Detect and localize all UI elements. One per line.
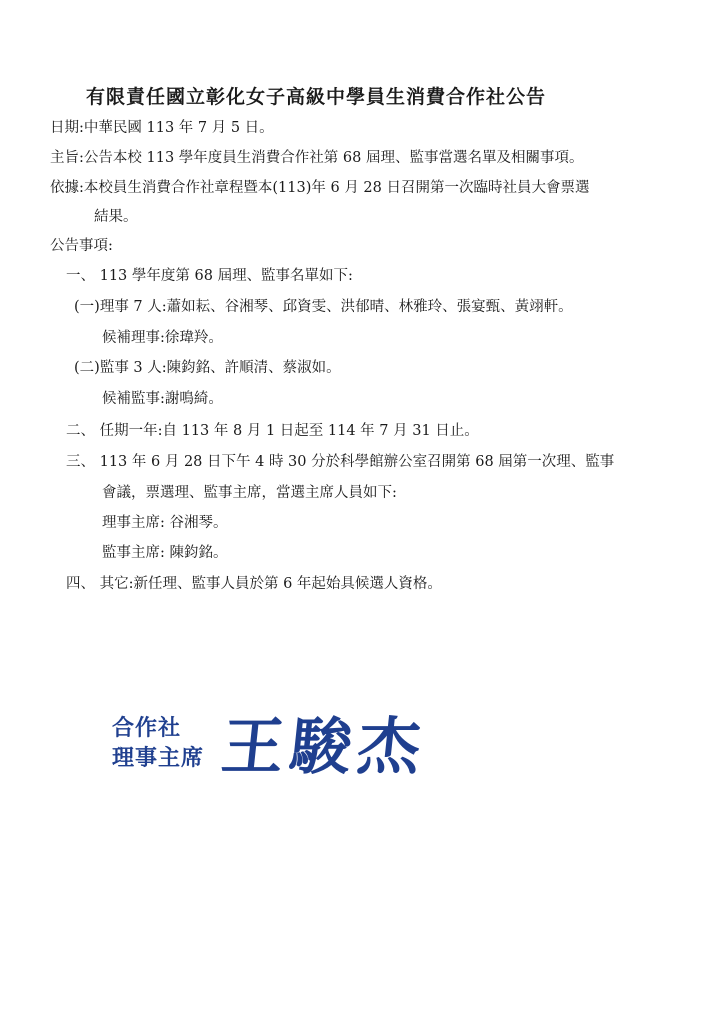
seal-name: 王駿杰 (218, 710, 430, 783)
item-1-supervisors: (二)監事 3 人:陳鈞銘、許順清、蔡淑如。 (74, 360, 341, 376)
item-3-line-2: 會議，票選理、監事主席，當選主席人員如下: (102, 485, 397, 501)
item-1: 一、 113 學年度第 68 屆理、監事名單如下: (66, 268, 353, 284)
basis-line-2: 結果。 (94, 209, 138, 225)
item-3-line-1: 三、 113 年 6 月 28 日下午 4 時 30 分於科學館辦公室召開第 68 屆第一次理、監事 (66, 454, 615, 470)
item-1-alternate-director: 候補理事:徐瑋羚。 (102, 330, 223, 346)
item-2: 二、 任期一年:自 113 年 8 月 1 日起至 114 年 7 月 31 日止。 (66, 423, 479, 439)
item-3-director-chair: 理事主席: 谷湘琴。 (102, 515, 228, 531)
item-4: 四、 其它:新任理、監事人員於第 6 年起始具候選人資格。 (66, 576, 442, 592)
item-3-supervisor-chair: 監事主席: 陳鈞銘。 (102, 545, 228, 561)
seal-line-2: 理事主席 (112, 745, 205, 771)
subject-line: 主旨:公告本校 113 學年度員生消費合作社第 68 屆理、監事當選名單及相關事項。 (50, 150, 584, 166)
seal-line-1: 合作社 (112, 715, 182, 741)
item-1-alternate-supervisor: 候補監事:謝鳴綺。 (102, 391, 223, 407)
notice-heading: 公告事項: (50, 238, 113, 254)
item-1-directors: (一)理事 7 人:蕭如耘、谷湘琴、邱資雯、洪郁晴、林雅玲、張宴甄、黃翊軒。 (74, 299, 573, 315)
document-title: 有限責任國立彰化女子高級中學員生消費合作社公告 (86, 86, 547, 108)
date-line: 日期:中華民國 113 年 7 月 5 日。 (50, 120, 274, 136)
basis-line-1: 依據:本校員生消費合作社章程暨本(113)年 6 月 28 日召開第一次臨時社員大會票選 (50, 180, 590, 196)
